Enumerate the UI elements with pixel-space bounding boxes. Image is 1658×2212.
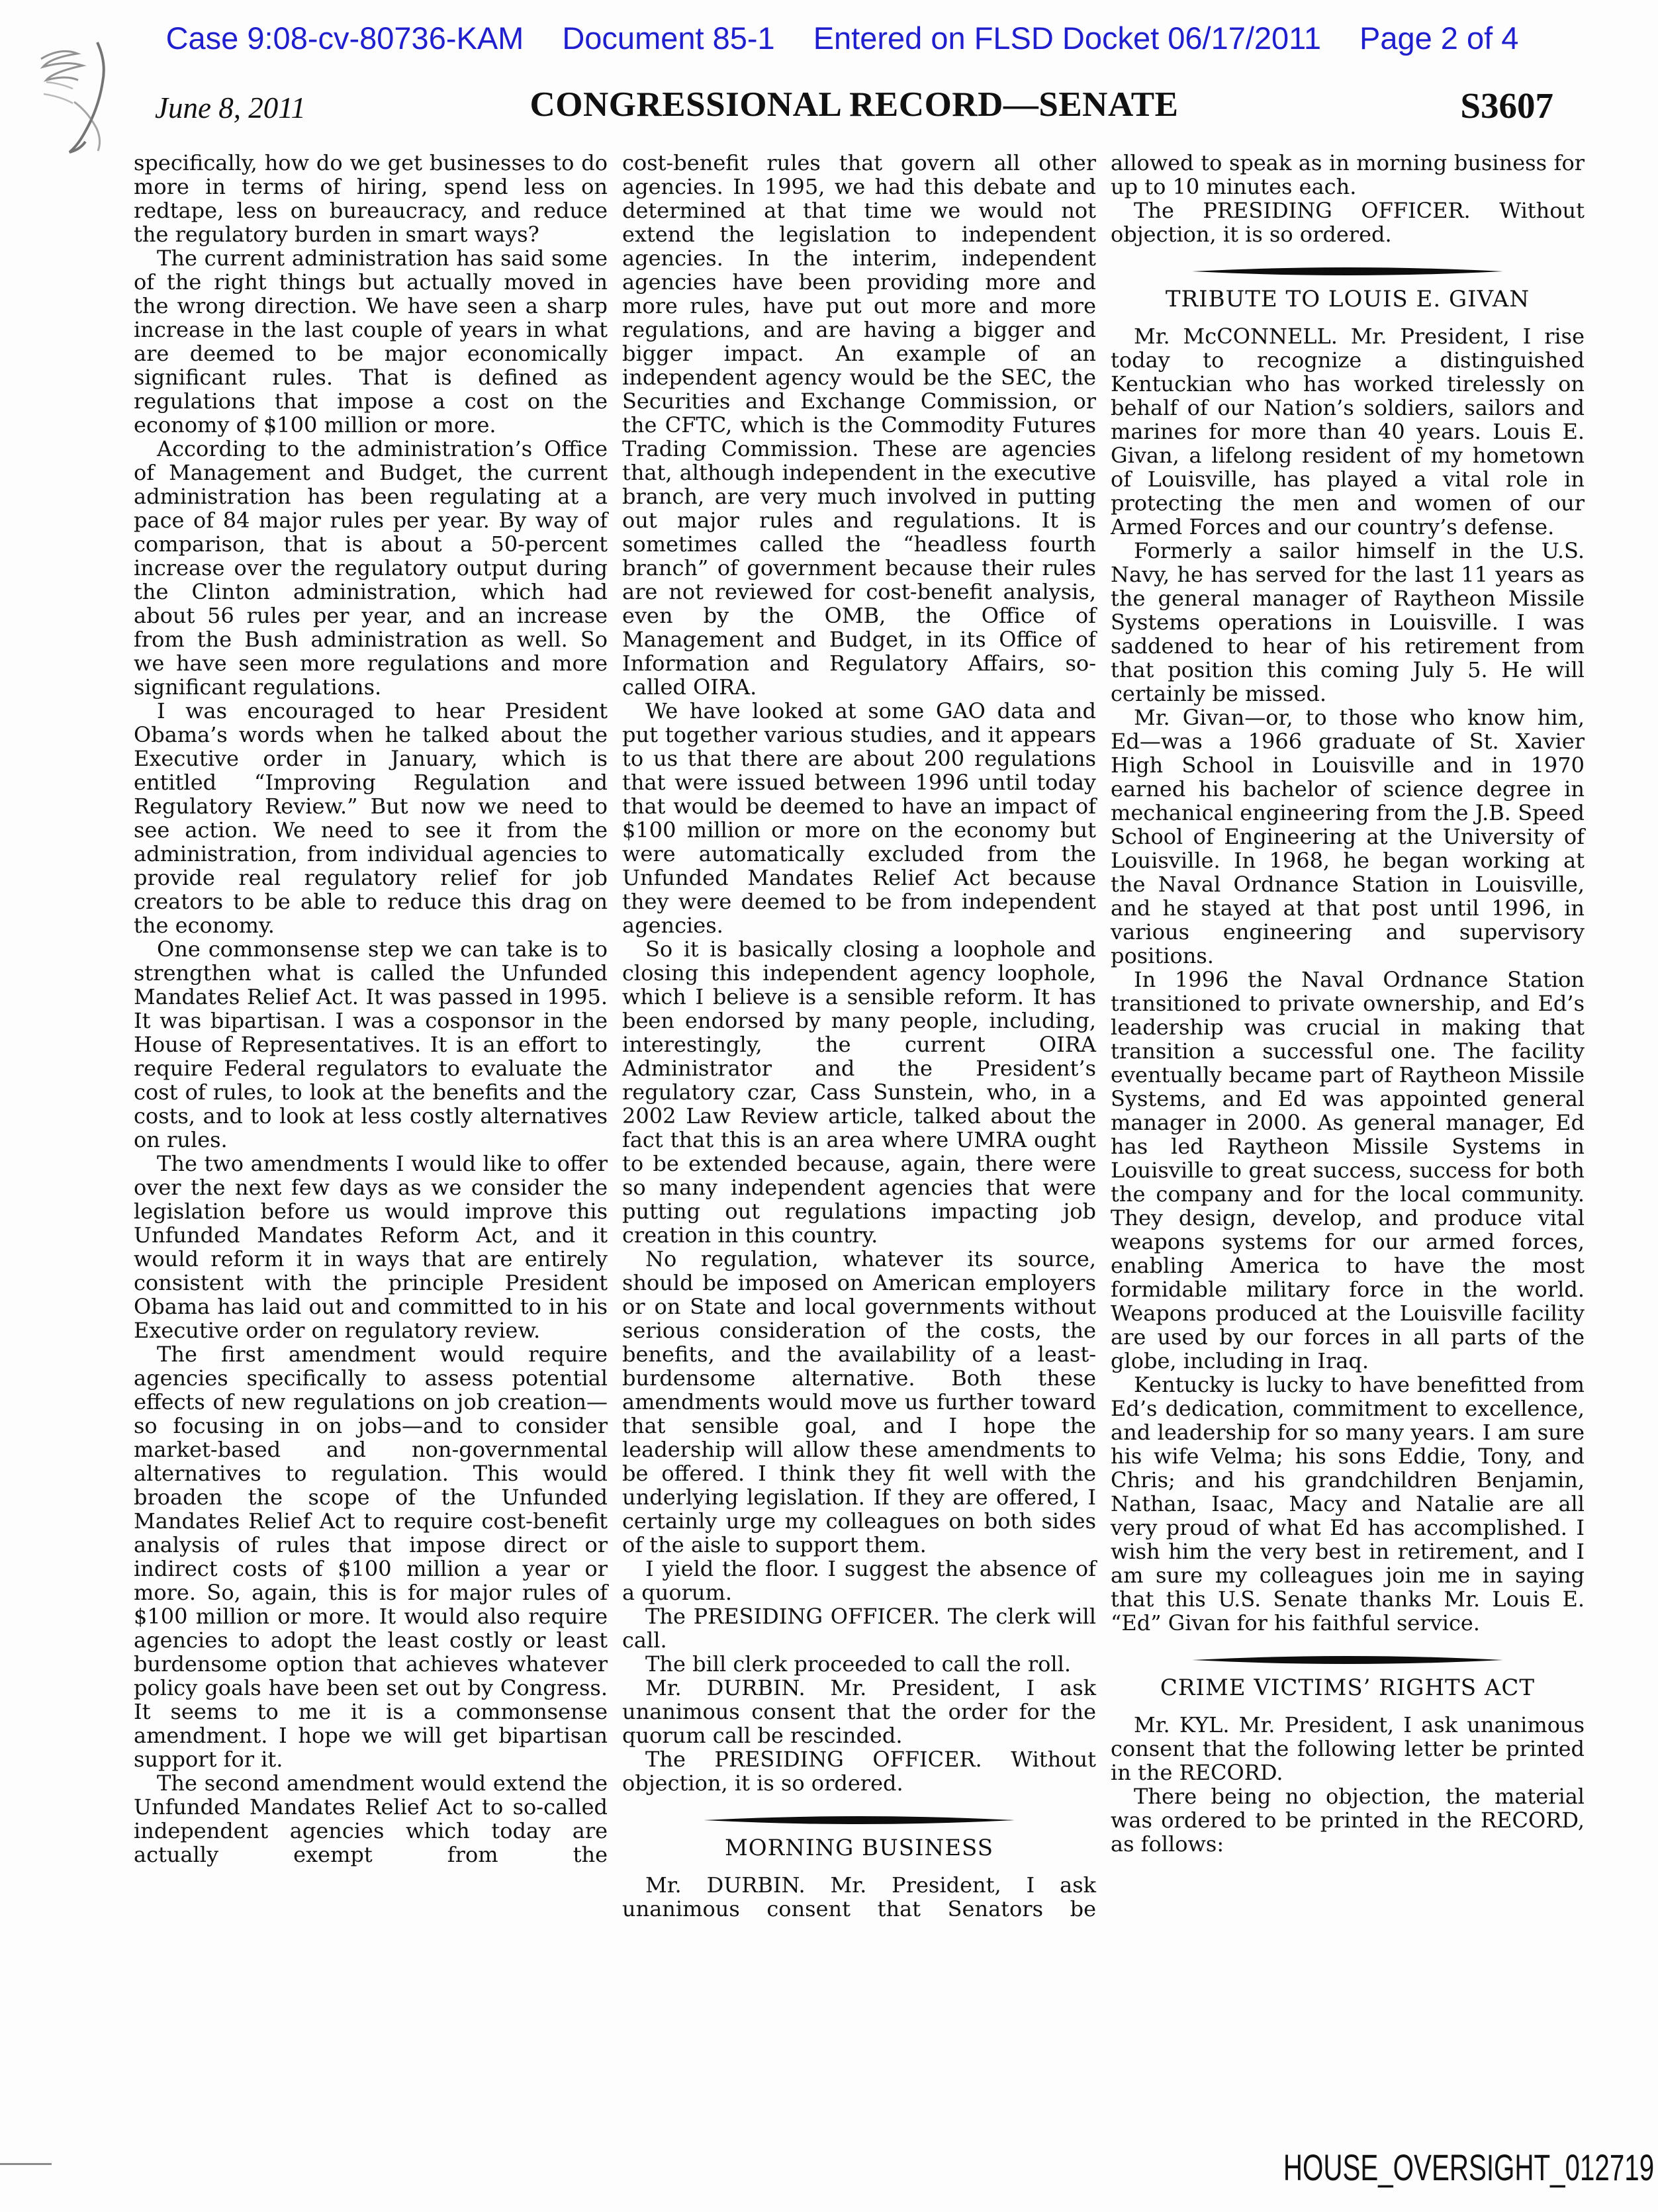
section-heading: CRIME VICTIMS’ RIGHTS ACT xyxy=(1160,1675,1536,1701)
section-divider-icon xyxy=(704,1815,1015,1825)
section-heading: MORNING BUSINESS xyxy=(724,1835,994,1861)
scan-edge-line xyxy=(0,2163,52,2165)
body-paragraph: Mr. Givan—or, to those who know him, Ed—was a 1966 graduate of St. Xavier High School in Louisville and in 1970 earned his bachelor of science degree in mechanical engineering from the J.B. Speed School of Engineering at the University of Louisville. In 1968, he began working at the Naval Ordnance Station in Louisville, and he stayed at that post until 1996, in various engineering and supervisory positions. xyxy=(1111,705,1585,968)
body-paragraph: In 1996 the Naval Ordnance Station transitioned to private ownership, and Ed’s leadership was crucial in making that transition a successful one. The facility eventually became part of Raytheon Missile Systems, and Ed was appointed general manager in 2000. As general manager, Ed has led Raytheon Missile Systems in Louisville to great success, success for both the company and for the local community. They design, develop, and produce vital weapons systems for our armed forces, enabling America to have the most formidable military force in the world. Weapons produced at the Louisville facility are used by our forces in all parts of the globe, including in Iraq. xyxy=(1111,967,1585,1373)
body-paragraph: No regulation, whatever its source, should be imposed on American employers or on State and local governments without serious consideration of the costs, the benefits, and the availability of a least-burdensome alternative. Both these amendments would move us further toward that sensible goal, and I hope the leadership will allow these amendments to be offered. I think they fit well with the underlying legislation. If they are offered, I certainly urge my colleagues on both sides of the aisle to support them. xyxy=(622,1246,1096,1557)
body-paragraph: There being no objection, the material was ordered to be printed in the RECORD, as follows: xyxy=(1111,1784,1585,1857)
section-heading: TRIBUTE TO LOUIS E. GIVAN xyxy=(1165,286,1530,312)
body-paragraph: The PRESIDING OFFICER. Without objection, it is so ordered. xyxy=(1111,198,1585,247)
body-paragraph: The second amendment would extend the Unfunded Mandates Relief Act to so-called independent agencies which today are actually exempt from the xyxy=(134,1771,608,1867)
body-paragraph: The PRESIDING OFFICER. The clerk will call. xyxy=(622,1604,1096,1653)
section-divider xyxy=(1111,1655,1585,1665)
docket-entry: Entered on FLSD Docket 06/17/2011 xyxy=(813,21,1321,56)
section-divider-icon xyxy=(1192,266,1503,277)
body-paragraph: Mr. DURBIN. Mr. President, I ask unanimous consent that Senators be xyxy=(622,1872,1096,1921)
body-paragraph: Mr. McCONNELL. Mr. President, I rise today to recognize a distinguished Kentuckian who has worked tirelessly on behalf of our Nation’s soldiers, sailors and marines for more than 40 years. Louis E. Givan, a lifelong resident of my hometown of Louisville, has played a vital role in protecting the men and women of our Armed Forces and our country’s defense. xyxy=(1111,324,1585,539)
body-paragraph: Formerly a sailor himself in the U.S. Navy, he has served for the last 11 years as the general manager of Raytheon Missile Systems operations in Louisville. I was saddened to hear of his retirement from that position this coming July 5. He will certainly be missed. xyxy=(1111,538,1585,706)
body-paragraph: I yield the floor. I suggest the absence of a quorum. xyxy=(622,1556,1096,1605)
body-paragraph: So it is basically closing a loophole and closing this independent agency loophole, which I believe is a sensible reform. It has been endorsed by many people, including, interestingly, the current OIRA Administrator and the President’s regulatory czar, Cass Sunstein, who, in a 2002 Law Review article, talked about the fact that this is an area where UMRA ought to be extended because, again, there were so many independent agencies that were putting out regulations impacting job creation in this country. xyxy=(622,937,1096,1248)
body-paragraph: Kentucky is lucky to have benefitted from Ed’s dedication, commitment to excellence, and leadership for so many years. I am sure his wife Velma; his sons Eddie, Tony, and Chris; and his grandchildren Benjamin, Nathan, Isaac, Macy and Natalie are all very proud of what Ed has accomplished. I wish him the very best in retirement, and I am sure my colleagues join me in saying that this U.S. Senate thanks Mr. Louis E. “Ed” Givan for his faithful service. xyxy=(1111,1372,1585,1636)
column-2 xyxy=(622,151,1096,1921)
body-paragraph: specifically, how do we get businesses to do more in terms of hiring, spend less on redtape, less on bureaucracy, and reduce the regulatory burden in smart ways? xyxy=(134,150,608,247)
masthead-title: CONGRESSIONAL RECORD—SENATE xyxy=(530,85,1179,124)
column-3 xyxy=(1111,151,1585,1921)
body-paragraph: The two amendments I would like to offer over the next few days as we consider the legislation before us would improve this Unfunded Mandates Reform Act, and it would reform it in ways that are entirely consistent with the principle President Obama has laid out and committed to in his Executive order on regulatory review. xyxy=(134,1151,608,1343)
section-divider xyxy=(1111,266,1585,277)
body-paragraph: The bill clerk proceeded to call the roll. xyxy=(645,1651,1072,1677)
body-paragraph: allowed to speak as in morning business for up to 10 minutes each. xyxy=(1111,150,1585,199)
stamp-page-indicator: Page 2 of 4 xyxy=(1359,21,1519,56)
bates-number: HOUSE_OVERSIGHT_012719 xyxy=(1283,2146,1654,2188)
case-stamp xyxy=(119,20,1565,56)
body-paragraph: One commonsense step we can take is to strengthen what is called the Unfunded Mandates Relief Act. It was passed in 1995. It was bipartisan. I was a cosponsor in the House of Representatives. It is an effort to require Federal regulators to evaluate the cost of rules, to look at the benefits and the costs, and to look at less costly alternatives on rules. xyxy=(134,937,608,1152)
body-paragraph: The current administration has said some of the right things but actually moved in the wrong direction. We have seen a sharp increase in the last couple of years in what are deemed to be major economically significant rules. That is defined as regulations that impose a cost on the economy of $100 million or more. xyxy=(134,246,608,438)
body-paragraph: I was encouraged to hear President Obama’s words when he talked about the Executive order in January, which is entitled “Improving Regulation and Regulatory Review.” But now we need to see action. We need to see it from the administration, from individual agencies to provide real regulatory relief for job creators to be able to reduce this drag on the economy. xyxy=(134,698,608,938)
body-paragraph: cost-benefit rules that govern all other agencies. In 1995, we had this debate and determined at that time we would not extend the legislation to independent agencies. In the interim, independent agencies have been providing more and more rules, have put out more and more regulations, and are having a bigger and bigger impact. An example of an independent agency would be the SEC, the Securities and Exchange Commission, or the CFTC, which is the Commodity Futures Trading Commission. These are agencies that, although independent in the executive branch, are very much involved in putting out major rules and regulations. It is sometimes called the “headless fourth branch” of government because their rules are not reviewed for cost-benefit analysis, even by the OMB, the Office of Management and Budget, in its Office of Information and Regulatory Affairs, so-called OIRA. xyxy=(622,150,1096,700)
body-paragraph: The first amendment would require agencies specifically to assess potential effects of new regulations on job creation—so focusing in on jobs—and to consider market-based and non-governmental alternatives to regulation. This would broaden the scope of the Unfunded Mandates Relief Act to require cost-benefit analysis of rules that impose direct or indirect costs of $100 million a year or more. So, again, this is for major rules of $100 million or more. It would also require agencies to adopt the least costly or least burdensome option that achieves whatever policy goals have been set out by Congress. It seems to me it is a commonsense amendment. I hope we will get bipartisan support for it. xyxy=(134,1342,608,1772)
record-page-number: S3607 xyxy=(1460,85,1553,126)
section-divider-icon xyxy=(1192,1655,1503,1665)
page-body xyxy=(134,151,1585,1921)
issue-date: June 8, 2011 xyxy=(155,91,306,124)
body-paragraph: According to the administration’s Office of Management and Budget, the current administration has been regulating at a pace of 84 major rules per year. By way of comparison, that is about a 50-percent increase over the regulatory output during the Clinton administration, which had about 56 rules per year, and an increase from the Bush administration as well. So we have seen more regulations and more significant regulations. xyxy=(134,436,608,700)
body-paragraph: We have looked at some GAO data and put together various studies, and it appears to us that there are about 200 regulations that were issued between 1996 until today that would be deemed to have an impact of $100 million or more on the economy but were automatically excluded from the Unfunded Mandates Relief Act because they were deemed to be from independent agencies. xyxy=(622,698,1096,938)
column-1 xyxy=(134,151,608,1921)
masthead-row xyxy=(155,85,1553,126)
section-divider xyxy=(622,1815,1096,1825)
body-paragraph: Mr. KYL. Mr. President, I ask unanimous consent that the following letter be printed in the RECORD. xyxy=(1111,1712,1585,1785)
body-paragraph: The PRESIDING OFFICER. Without objection, it is so ordered. xyxy=(622,1747,1096,1796)
body-paragraph: Mr. DURBIN. Mr. President, I ask unanimous consent that the order for the quorum call be rescinded. xyxy=(622,1675,1096,1748)
case-number: Case 9:08-cv-80736-KAM xyxy=(165,21,524,56)
document-number: Document 85-1 xyxy=(562,21,775,56)
